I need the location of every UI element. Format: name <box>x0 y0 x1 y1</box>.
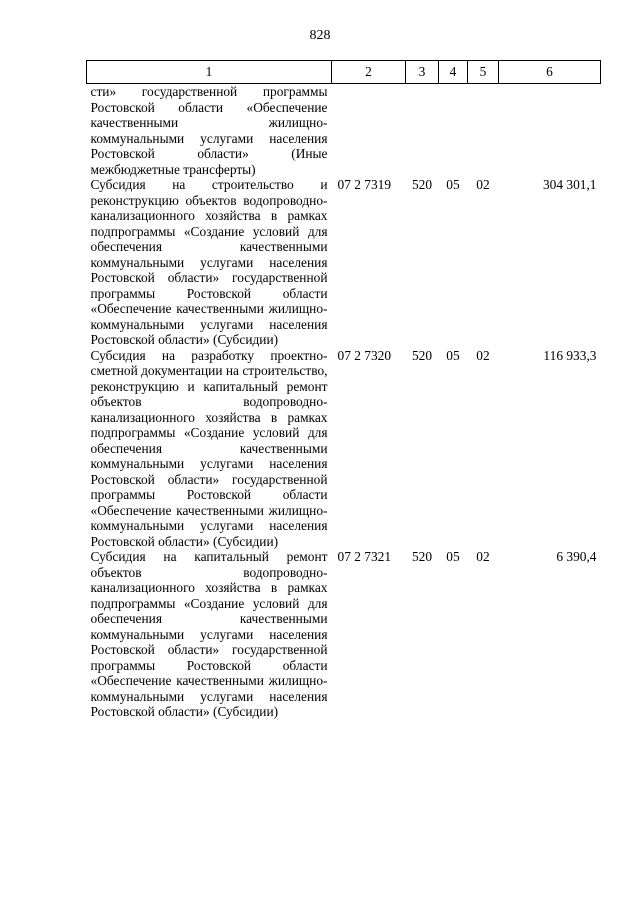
row-amount: 304 301,1 <box>542 177 597 192</box>
row-subsection: 02 <box>476 549 490 564</box>
column-header-1: 1 <box>87 61 332 84</box>
table-row <box>87 84 601 178</box>
row-target-code: 07 2 7320 <box>337 347 392 363</box>
budget-table <box>86 60 601 720</box>
table-header-row <box>87 61 601 84</box>
page-number: 828 <box>309 28 331 43</box>
row-subsection: 02 <box>476 347 490 363</box>
column-header-4: 4 <box>439 61 468 84</box>
row-subsection <box>468 84 499 178</box>
row-section: 05 <box>446 549 460 564</box>
row-section: 05 <box>446 347 460 363</box>
row-amount: 6 390,4 <box>556 549 597 564</box>
row-expense-type: 520 <box>411 177 433 192</box>
column-header-2: 2 <box>332 61 406 84</box>
table-row <box>87 549 601 720</box>
row-description: Субсидия на капитальный ремонт объектов водопроводно-канализационного хозяйства в рамках подпрограммы «Создание условий для обеспечения качественными коммунальными услугами населения Ростовской области» государственной программы Ростовской области «Обеспечение качественными жилищно-коммунальными услугами населения Ростовской области» (Субсидии) <box>90 549 328 719</box>
table-row <box>87 348 601 550</box>
row-target-code <box>332 84 406 178</box>
row-subsection: 02 <box>476 177 490 192</box>
column-header-5: 5 <box>468 61 499 84</box>
row-section: 05 <box>446 177 460 192</box>
row-description: Субсидия на строительство и реконструкцию объектов водопроводно-канализационного хозяйства в рамках подпрограммы «Создание условий для обеспечения качественными коммунальными услугами населения Ростовской области» государственной программы Ростовской области «Обеспечение качественными жилищно-коммунальными услугами населения Ростовской области» (Субсидии) <box>90 177 328 347</box>
row-amount: 116 933,3 <box>543 347 597 363</box>
row-target-code: 07 2 7319 <box>337 177 392 192</box>
row-target-code: 07 2 7321 <box>337 549 392 564</box>
row-description: сти» государственной программы Ростовской области «Обеспечение качественными жилищно-коммунальными услугами населения Ростовской области» (Иные межбюджетные трансферты) <box>90 84 328 177</box>
row-section <box>439 84 468 178</box>
row-amount <box>499 84 601 178</box>
row-expense-type: 520 <box>411 347 433 363</box>
column-header-3: 3 <box>406 61 439 84</box>
table-row <box>87 177 601 348</box>
column-header-6: 6 <box>499 61 601 84</box>
row-description: Субсидия на разработку проектно-сметной документации на строительство, реконструкцию и капитальный ремонт объектов водопроводно-канализационного хозяйства в рамках подпрограммы «Создание условий для обеспечения качественными коммунальными услугами населения Ростовской области» государственной программы Ростовской области «Обеспечение качественными жилищно-коммунальными услугами населения Ростовской области» (Субсидии) <box>90 347 328 549</box>
row-expense-type <box>406 84 439 178</box>
row-expense-type: 520 <box>411 549 433 564</box>
